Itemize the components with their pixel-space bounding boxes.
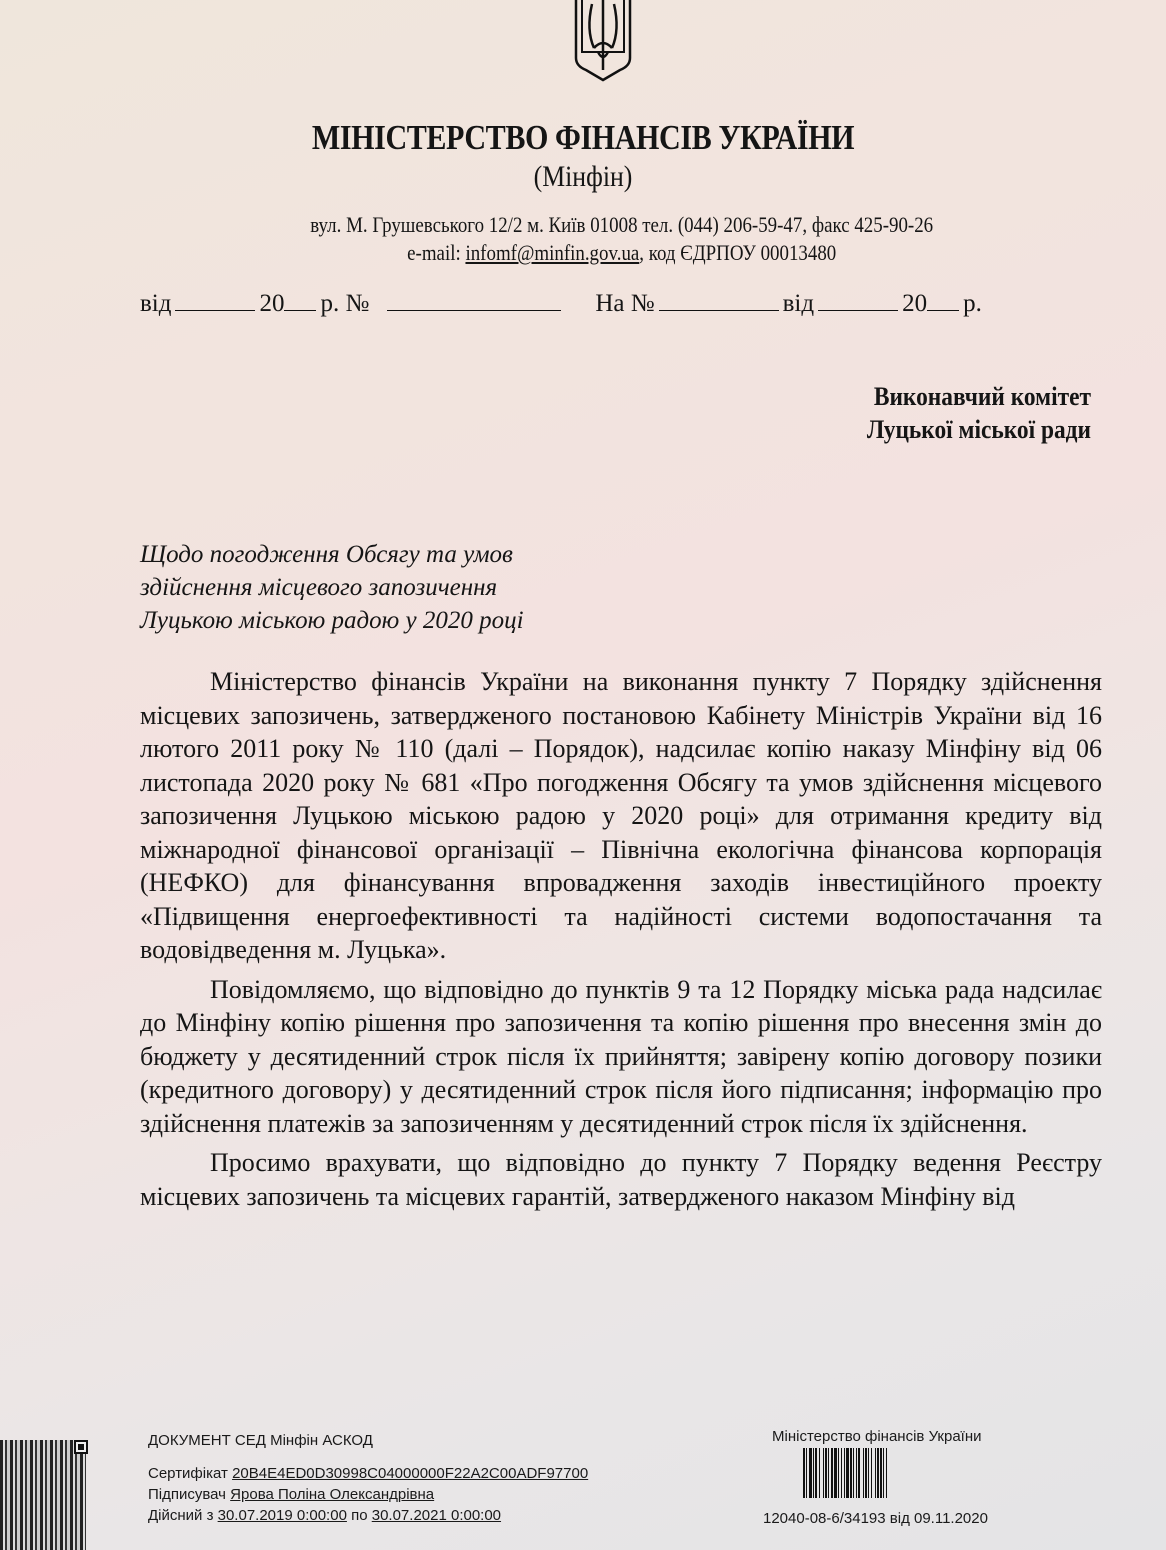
body-paragraph-3: Просимо врахувати, що відповідно до пункту 7 Порядку ведення Реєстру місцевих запозичень та місцевих гарантій, затвердженого наказом Мінфіну від <box>140 1148 1102 1211</box>
reply-year-blank <box>927 290 959 311</box>
ministry-name: МІНІСТЕРСТВО ФІНАНСІВ УКРАЇНИ <box>311 118 855 157</box>
valid-to-value: 30.07.2021 0:00:00 <box>371 1507 502 1524</box>
subject <box>140 538 524 637</box>
body-paragraph-1: Міністерство фінансів України на виконання пункту 7 Порядку здійснення місцевих запозичень, затвердженого постановою Кабінету Міністрів України від 16 лютого 2011 року № 110 (далі – Порядок), надсилає копію наказу Мінфіну від 06 листопада 2020 року № 681 «Про погодження Обсягу та умов здійснення місцевого запозичення Луцькою міською радою у 2020 році» для отримання кредиту від міжнародної фінансової організації – Північна екологічна фінансова корпорація (НЕФКО) для фінансування впровадження заходів інвестиційного проекту «Підвищення енергоефективності та надійності системи водопостачання та водовідведення м. Луцька». <box>140 667 1102 964</box>
contact-line <box>82 240 1085 266</box>
e-signature-block <box>148 1430 588 1526</box>
from-label: від <box>140 290 172 317</box>
valid-from-value: 30.07.2019 0:00:00 <box>217 1507 347 1524</box>
addressee-line-1: Виконавчий комітет <box>873 382 1091 411</box>
year-prefix: 20 <box>259 290 285 317</box>
barcode-bar <box>887 1448 888 1498</box>
qr-code-icon <box>0 1440 86 1550</box>
letter-body <box>140 665 1102 1219</box>
subject-line-1: Щодо погодження Обсягу та умов <box>140 541 513 568</box>
signer-value: Ярова Поліна Олександрівна <box>230 1486 435 1503</box>
reply-number-blank <box>659 290 779 311</box>
number-label: р. № <box>320 290 370 317</box>
reply-year-suffix: р. <box>963 290 982 317</box>
stamp-organization: Міністерство фінансів України <box>772 1428 982 1445</box>
validity-row <box>148 1505 588 1526</box>
reply-from-label: від <box>782 290 815 317</box>
document-system-label: ДОКУМЕНТ СЕД Мінфін АСКОД <box>148 1432 373 1449</box>
certificate-label: Сертифікат <box>148 1465 233 1482</box>
registration-number: 12040-08-6/34193 від 09.11.2020 <box>763 1510 988 1527</box>
certificate-row <box>148 1463 588 1484</box>
registration-line <box>140 290 982 318</box>
number-blank <box>387 290 561 311</box>
addressee-line-2: Луцької міської ради <box>866 415 1091 444</box>
ukraine-trident-coat-of-arms-icon <box>572 0 634 82</box>
valid-from-label: Дійсний з <box>148 1507 218 1524</box>
reply-date-blank <box>818 290 898 311</box>
reply-year-prefix: 20 <box>902 290 928 317</box>
barcode-icon <box>803 1448 966 1498</box>
ministry-address: вул. М. Грушевського 12/2 м. Київ 01008 тел. (044) 206-59-47, факс 425-90-26 <box>310 212 934 237</box>
addressee <box>867 380 1091 446</box>
reply-to-label: На № <box>595 290 655 317</box>
email-label: e-mail: <box>407 240 466 265</box>
subject-line-3: Луцькою міською радою у 2020 році <box>140 607 524 634</box>
signer-row <box>148 1484 588 1505</box>
date-blank <box>175 290 255 311</box>
qr-finder-pattern <box>74 1440 88 1454</box>
subject-line-2: здійснення місцевого запозичення <box>140 574 498 601</box>
body-paragraph-2: Повідомляємо, що відповідно до пунктів 9 та 12 Порядку міська рада надсилає до Мінфіну копію рішення про запозичення та копію рішення про внесення змін до бюджету у десятиденний строк після їх прийняття; завірену копію договору позики (кредитного договору) у десятиденний строк після його підписання; інформацію про здійснення платежів за запозиченням у десятиденний строк після їх здійснення. <box>140 974 1102 1138</box>
ministry-short-name: (Мінфін) <box>533 160 633 193</box>
valid-to-label: по <box>346 1507 372 1524</box>
certificate-value: 20B4E4ED0D30998C04000000F22A2C00ADF97700 <box>232 1465 589 1482</box>
year-blank <box>284 290 316 311</box>
edrpou-code: , код ЄДРПОУ 00013480 <box>639 240 837 265</box>
signer-label: Підписувач <box>148 1486 231 1503</box>
email-link[interactable]: infomf@minfin.gov.ua <box>465 240 640 265</box>
